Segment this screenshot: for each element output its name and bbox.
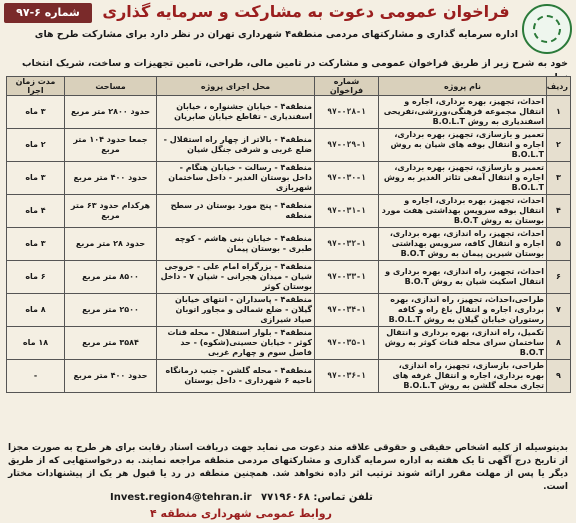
table-cell-name: تکمیل، راه اندازی، بهره برداری و انتقال ساختمان سرای محله قنات کوثر به روش B.O.T bbox=[379, 327, 547, 360]
table-cell-area: ۲۵۰۰ متر مربع bbox=[65, 294, 157, 327]
table-cell-idx: ۹ bbox=[547, 360, 571, 393]
table-row bbox=[7, 129, 571, 162]
table-row bbox=[7, 261, 571, 294]
table-cell-code: ۹۷-۰۳۳-۱ bbox=[315, 261, 379, 294]
table-cell-code: ۹۷-۰۳۱-۱ bbox=[315, 195, 379, 228]
table-cell-location: منطقه۴ - بالاتر از چهار راه استقلال - ضلع غربی و شرقی جنگل شیان bbox=[157, 129, 315, 162]
column-header: نام پروژه bbox=[379, 77, 547, 96]
table-cell-name: احداث، تجهیز، بهره برداری، اجاره و انتقال بوفه سرویس بهداشتی هفت مورد بوستان به روش B.O.T bbox=[379, 195, 547, 228]
column-header: محل اجرای پروژه bbox=[157, 77, 315, 96]
table-row bbox=[7, 360, 571, 393]
table-cell-location: منطقه۴ - رسالت - خیابان هنگام - داخل بوستان الغدیر - داخل ساختمان شهربازی bbox=[157, 162, 315, 195]
phone-label: تلفن تماس: ۷۷۱۹۶۰۶۸ bbox=[261, 492, 373, 503]
table-cell-location: منطقه۴ - خیابان جشنواره ، خیابان اسفندیاری - تقاطع خیابان صابریان bbox=[157, 96, 315, 129]
table-cell-area: ۳۵۸۴ متر مربع bbox=[65, 327, 157, 360]
table-cell-code: ۹۷-۰۳۵-۱ bbox=[315, 327, 379, 360]
intro-text: اداره سرمایه گذاری و مشارکتهای مردمی منطقه۴ شهرداری تهران در نظر دارد برای مشارکت طرح های bbox=[34, 29, 518, 40]
municipality-logo-icon bbox=[522, 4, 572, 54]
table-cell-idx: ۲ bbox=[547, 129, 571, 162]
table-row bbox=[7, 327, 571, 360]
column-header: شماره فراخوان bbox=[315, 77, 379, 96]
table-cell-location: منطقه۴ - خیابان بنی هاشم - کوچه طبری - بوستان پیمان bbox=[157, 228, 315, 261]
table-cell-duration: ۳ ماه bbox=[7, 228, 65, 261]
column-header: مساحت bbox=[65, 77, 157, 96]
table-cell-duration: - bbox=[7, 360, 65, 393]
table-cell-duration: ۶ ماه bbox=[7, 261, 65, 294]
table-cell-duration: ۳ ماه bbox=[7, 162, 65, 195]
table-cell-code: ۹۷-۰۳۶-۱ bbox=[315, 360, 379, 393]
table-cell-code: ۹۷-۰۲۸-۱ bbox=[315, 96, 379, 129]
table-cell-area: جمعا حدود ۱۰۴ متر مربع bbox=[65, 129, 157, 162]
table-cell-name: احداث، تجهیز، بهره برداری، اجاره و انتقال مجموعه فرهنگی،ورزشی،تفریحی اسفندیاری به روش B.O.L.T bbox=[379, 96, 547, 129]
table-row bbox=[7, 228, 571, 261]
table-row bbox=[7, 294, 571, 327]
table-cell-duration: ۱۸ ماه bbox=[7, 327, 65, 360]
table-cell-duration: ۲ ماه bbox=[7, 129, 65, 162]
table-cell-idx: ۱ bbox=[547, 96, 571, 129]
table-cell-location: منطقه۴ - پنج مورد بوستان در سطح منطقه bbox=[157, 195, 315, 228]
table-cell-area: ۸۵۰۰ متر مربع bbox=[65, 261, 157, 294]
table-cell-name: تعمیر و بازسازی، تجهیز، بهره برداری، اجاره و انتقال آمفی تئاتر الغدیر به روش B.O.L.T bbox=[379, 162, 547, 195]
table-cell-location: منطقه۴ - بزرگراه امام علی - خروجی شیان - میدان هجرانی - شیان ۷ - داخل بوستان کوثر bbox=[157, 261, 315, 294]
table-cell-location: منطقه۴ - پاسداران - انتهای خیابان گیلان - ضلع شمالی و مجاور اتوبان صیاد شیرازی bbox=[157, 294, 315, 327]
page-title: فراخوان عمومی دعوت به مشارکت و سرمایه گذاری bbox=[102, 2, 510, 21]
table-cell-code: ۹۷-۰۲۹-۱ bbox=[315, 129, 379, 162]
table-cell-duration: ۴ ماه bbox=[7, 195, 65, 228]
column-header: ردیف bbox=[547, 77, 571, 96]
footer-text: بدینوسیله از کلیه اشخاص حقیقی و حقوقی علاقه مند دعوت می نماید جهت دریافت اسناد رقابت برای هر طرح به صورت مجزا از تاریخ درج آگهی تا یک هفته به اداره سرمایه گذاری و مشارکتهای مردمی منطقه مراجعه نمایند. به درخواستهایی که از طریق دیگر یا پس از مهلت مقرر ارائه شوند ترتیب اثر داده نخواهد شد. همچنین منطقه در رد یا قبول هر یک از پیشنهادات مختار است. bbox=[8, 443, 568, 492]
table-cell-duration: ۸ ماه bbox=[7, 294, 65, 327]
table-row bbox=[7, 195, 571, 228]
projects-table bbox=[6, 76, 571, 393]
contact-info bbox=[110, 492, 373, 503]
table-cell-area: حدود ۲۸۰۰ متر مربع bbox=[65, 96, 157, 129]
table-cell-idx: ۵ bbox=[547, 228, 571, 261]
table-cell-name: تعمیر و بازسازی، تجهیز، بهره برداری، اجاره و انتقال بوفه های شیان به روش B.O.L.T bbox=[379, 129, 547, 162]
intro-text-2: خود به شرح زیر از طریق فراخوان عمومی و مشارکت در تامین مالی، طراحی، تامین تجهیزات و ساخت، شریک انتخاب bbox=[22, 58, 568, 69]
table-cell-idx: ۶ bbox=[547, 261, 571, 294]
table-cell-name: احداث، تجهیز، راه اندازی، بهره برداری، اجاره و انتقال کافه، سرویس بهداشتی بوستان شیرین پیمان به روش B.O.T bbox=[379, 228, 547, 261]
table-cell-name: احداث، تجهیز، راه اندازی، بهره برداری و انتقال اسکیت شیان به روش B.O.T bbox=[379, 261, 547, 294]
table-cell-location: منطقه۴ - بلوار استقلال - محله قنات کوثر - خیابان حسینی(شکوه) - حد فاصل سوم و چهارم غربی bbox=[157, 327, 315, 360]
table-cell-idx: ۴ bbox=[547, 195, 571, 228]
table-cell-duration: ۳ ماه bbox=[7, 96, 65, 129]
column-header: مدت زمان اجرا bbox=[7, 77, 65, 96]
table-row bbox=[7, 96, 571, 129]
table-cell-name: طراحی،احداث، تجهیز، راه اندازی، بهره برداری، اجاره و انتقال باغ راه و کافه رستوران خیابان گیلان به روش B.O.L.T bbox=[379, 294, 547, 327]
announcement-number-badge: شماره ۶-۹۷ bbox=[4, 3, 92, 23]
table-cell-area: حدود ۴۰۰ متر مربع bbox=[65, 360, 157, 393]
table-cell-code: ۹۷-۰۳۲-۱ bbox=[315, 228, 379, 261]
table-cell-idx: ۸ bbox=[547, 327, 571, 360]
table-cell-location: منطقه۴ - محله گلشن - جنب درمانگاه ناحیه ۶ شهرداری - داخل بوستان bbox=[157, 360, 315, 393]
table-cell-area: حدود ۴۰۰ متر مربع bbox=[65, 162, 157, 195]
table-cell-name: طراحی، بازسازی، تجهیز، راه اندازی، بهره برداری، اجاره و انتقال غرفه های تجاری محله گلشن به روش B.O.L.T bbox=[379, 360, 547, 393]
table-cell-idx: ۷ bbox=[547, 294, 571, 327]
table-cell-code: ۹۷-۰۳۰-۱ bbox=[315, 162, 379, 195]
table-cell-code: ۹۷-۰۳۴-۱ bbox=[315, 294, 379, 327]
table-header-row bbox=[7, 77, 571, 96]
table-cell-area: حدود ۲۸ متر مربع bbox=[65, 228, 157, 261]
table-cell-area: هرکدام حدود ۶۳ متر مربع bbox=[65, 195, 157, 228]
public-relations-signature: روابط عمومی شهرداری منطقه ۴ bbox=[150, 507, 332, 520]
table-row bbox=[7, 162, 571, 195]
table-cell-idx: ۳ bbox=[547, 162, 571, 195]
email-link[interactable]: Invest.region4@tehran.ir bbox=[110, 492, 252, 503]
